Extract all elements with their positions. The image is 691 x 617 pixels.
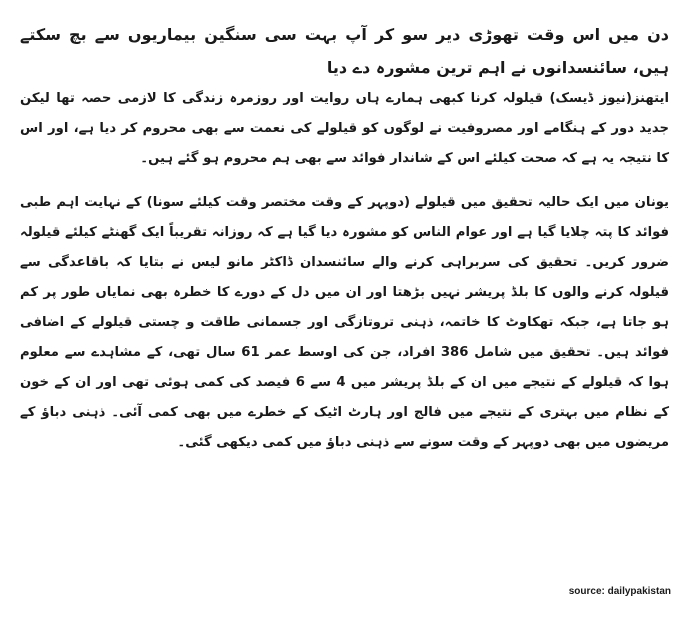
source-credit: source: dailypakistan (568, 586, 671, 597)
article-paragraph-1: ایتھنز(نیوز ڈیسک) قیلولہ کرنا کبھی ہمارے ہاں روایت اور روزمرہ زندگی کا لازمی حصہ تھا لیکن جدید دور کے ہنگامے اور مصروفیت نے لوگوں کو قیلولے کی نعمت سے بھی محروم کر دیا ہے، اور اس کا نتیجہ یہ ہے کہ صحت کیلئے اس کے شاندار فوائد سے بھی ہم محروم ہو گئے ہیں۔ (20, 91, 669, 166)
article-paragraph-2: یونان میں ایک حالیہ تحقیق میں قیلولے (دوپہر کے وقت مختصر وقت کیلئے سونا) کے نہایت اہم طبی فوائد کا پتہ چلایا گیا ہے اور عوام الناس کو مشورہ دیا گیا ہے کہ روزانہ تقریباً ایک گھنٹے کیلئے قیلولہ ضرور کریں۔ تحقیق کی سربراہی کرنے والے سائنسدان ڈاکٹر مانو لیس نے بتایا کہ باقاعدگی سے قیلولہ کرنے والوں کا بلڈ پریشر نہیں بڑھتا اور ان میں دل کے دورے کا خطرہ بھی نمایاں طور پر کم ہو جاتا ہے، جبکہ تھکاوٹ کا خاتمہ، ذہنی تروتازگی اور جسمانی طاقت و چستی قیلولے کے اضافی فوائد ہیں۔ تحقیق میں شامل 386 افراد، جن کی اوسط عمر 61 سال تھی، کے مشاہدے سے معلوم ہوا کہ قیلولے کے نتیجے میں ان کے بلڈ پریشر میں 4 سے 6 فیصد کی کمی ہوئی تھی اور ان کے خون کے نظام میں بہتری کے نتیجے میں فالج اور ہارٹ اٹیک کے خطرے میں بھی کمی آئی۔ ذہنی دباؤ کے مریضوں میں بھی دوپہر کے وقت سونے سے ذہنی دباؤ میں کمی دیکھی گئی۔ (20, 195, 669, 450)
article-headline: دن میں اس وقت تھوڑی دیر سو کر آپ بہت سی سنگین بیماریوں سے بچ سکتے ہیں، سائنسدانوں نے اہم ترین مشورہ دے دیا (20, 25, 669, 77)
